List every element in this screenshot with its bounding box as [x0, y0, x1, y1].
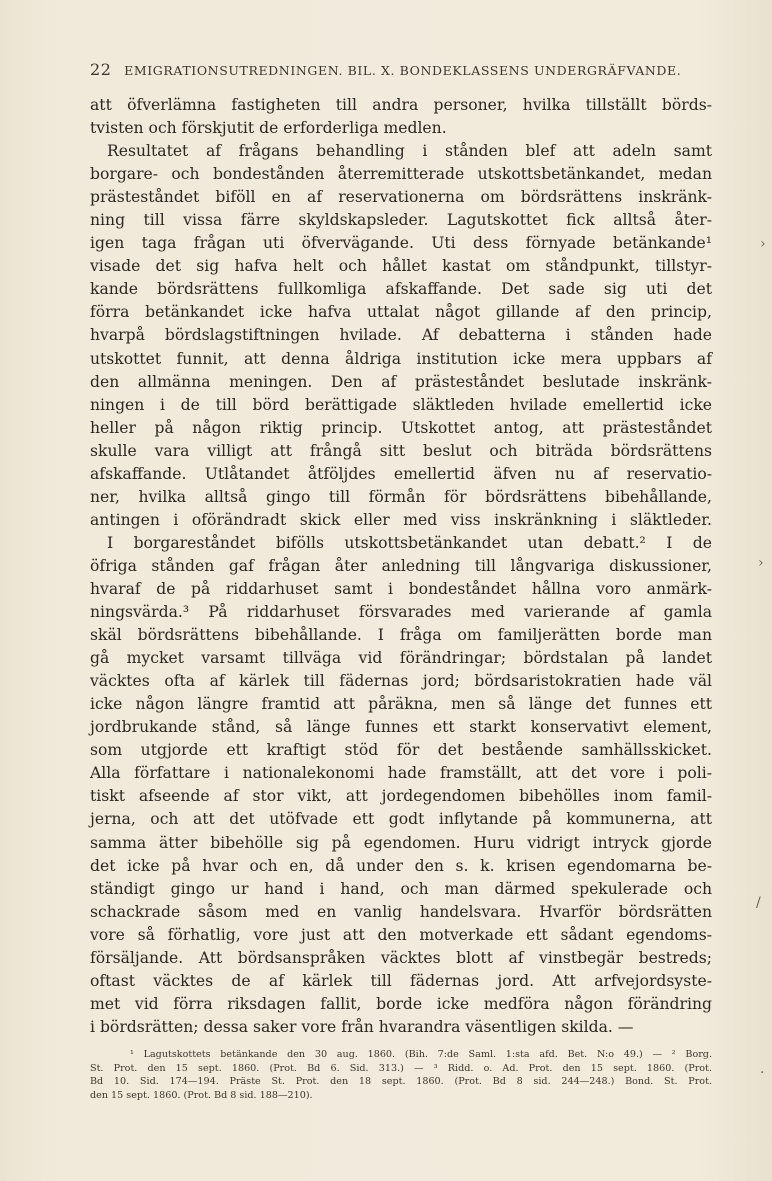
- text-line: oftast väcktes de af kärlek till fädernas jord. Att arfvejordsyste-: [90, 971, 712, 990]
- text-line: ner, hvilka alltså gingo till förmån för bördsrättens bibehållande,: [90, 487, 712, 506]
- text-line: igen taga frågan uti öfvervägande. Uti dess förnyade betänkande¹: [90, 234, 712, 253]
- running-header: [90, 60, 730, 79]
- text-line: väcktes ofta af kärlek till fädernas jord; bördsaristokratien hade väl: [90, 672, 712, 691]
- text-line: den allmänna meningen. Den af prästeståndet beslutade inskränk-: [90, 372, 712, 391]
- text-line: borgare- och bondestånden återremitterade utskottsbetänkandet, medan: [90, 165, 712, 184]
- text-line: att öfverlämna fastigheten till andra personer, hvilka tillställt börds-: [90, 96, 712, 114]
- footnotes: [90, 1048, 712, 1102]
- text-line: ningsvärda.³ På riddarhuset försvarades med varierande af gamla: [90, 603, 712, 622]
- footnote-line: St. Prot. den 15 sept. 1860. (Prot. Bd 6. Sid. 313.) — ³ Ridd. o. Ad. Prot. den 15 sept. 1860. (Prot.: [90, 1062, 712, 1074]
- text-line: det icke på hvar och en, då under den s. k. krisen egendomarna be-: [90, 856, 712, 875]
- text-line: hvarpå bördslagstiftningen hvilade. Af debatterna i stånden hade: [90, 326, 712, 345]
- text-line: hvaraf de på riddarhuset samt i bondeståndet hållna voro anmärk-: [90, 579, 712, 598]
- body-text: [90, 94, 712, 1039]
- text-line: afskaffande. Utlåtandet åtföljdes emellertid äfven nu af reservatio-: [90, 464, 712, 483]
- running-title: EMIGRATIONSUTREDNINGEN. BIL. X. BONDEKLASSENS UNDERGRÄFVANDE.: [124, 63, 682, 78]
- text-line: prästeståndet biföll en af reservationerna om bördsrättens inskränk-: [90, 188, 712, 207]
- text-line: visade det sig hafva helt och hållet kastat om ståndpunkt, tillstyr-: [90, 257, 712, 276]
- margin-mark-icon: /: [756, 895, 761, 911]
- text-line: Resultatet af frågans behandling i stånden blef att adeln samt: [107, 142, 712, 161]
- text-line: ständigt gingo ur hand i hand, och man därmed spekulerade och: [90, 879, 712, 898]
- text-line: ningen i de till börd berättigade släktleden hvilade emellertid icke: [90, 395, 712, 414]
- text-line: tvisten och förskjutit de erforderliga medlen.: [90, 119, 447, 138]
- footnote-line: Bd 10. Sid. 174—194. Präste St. Prot. den 18 sept. 1860. (Prot. Bd 8 sid. 244—248.) Bond. St. Prot.: [90, 1076, 712, 1087]
- text-line: försäljande. Att bördsanspråken väcktes blott af vinstbegär bestreds;: [90, 948, 712, 967]
- text-line: schackrade såsom med en vanlig handelsvara. Hvarför bördsrätten: [90, 902, 712, 921]
- text-line: jerna, och att det utöfvade ett godt inflytande på kommunerna, att: [90, 810, 712, 829]
- text-line: kande bördsrättens fullkomliga afskaffande. Det sade sig uti det: [90, 280, 712, 299]
- text-line: heller på någon riktig princip. Utskottet antog, att prästeståndet: [90, 418, 712, 437]
- text-line: förra betänkandet icke hafva uttalat något gillande af den princip,: [90, 303, 712, 322]
- text-line: icke någon längre framtid att påräkna, men så länge det funnes ett: [90, 695, 712, 714]
- footnote-line: ¹ Lagutskottets betänkande den 30 aug. 1860. (Bih. 7:de Saml. 1:sta afd. Bet. N:o 49.) — ² Borg.: [130, 1049, 712, 1060]
- text-line: samma ätter bibehölle sig på egendomen. Huru vidrigt intryck gjorde: [90, 833, 712, 852]
- text-line: I borgareståndet bifölls utskottsbetänkandet utan debatt.² I de: [107, 533, 712, 552]
- text-line: öfriga stånden gaf frågan åter anledning till långvariga diskussioner,: [90, 556, 712, 575]
- text-line: ning till vissa färre skyldskapsleder. Lagutskottet fick alltså åter-: [90, 211, 712, 230]
- text-line: gå mycket varsamt tillväga vid förändringar; bördstalan på landet: [90, 649, 712, 668]
- text-line: skäl bördsrättens bibehållande. I fråga om familjerätten borde man: [90, 626, 712, 645]
- text-line: utskottet funnit, att denna åldriga institution icke mera uppbars af: [90, 349, 712, 368]
- text-line: som utgjorde ett kraftigt stöd för det bestående samhällsskicket.: [90, 741, 712, 760]
- margin-mark-icon: ·: [760, 1065, 765, 1081]
- text-line: met vid förra riksdagen fallit, borde icke medföra någon förändring: [90, 994, 712, 1013]
- text-line: jordbrukande stånd, så länge funnes ett starkt konservativt element,: [90, 718, 712, 737]
- margin-mark-icon: ›: [758, 555, 764, 571]
- text-line: skulle vara villigt att frångå sitt beslut och biträda bördsrättens: [90, 441, 712, 460]
- text-line: Alla författare i nationalekonomi hade framställt, att det vore i poli-: [90, 764, 712, 783]
- margin-mark-icon: ›: [760, 236, 766, 252]
- text-line: antingen i oförändradt skick eller med viss inskränkning i släktleder.: [90, 510, 712, 529]
- text-line: vore så förhatlig, vore just att den motverkade ett sådant egendoms-: [90, 925, 712, 944]
- page-number: 22: [90, 60, 112, 79]
- footnote-line: den 15 sept. 1860. (Prot. Bd 8 sid. 188—210).: [90, 1089, 313, 1101]
- text-line: tiskt afseende af stor vikt, att jordegendomen bibehölles inom famil-: [90, 787, 712, 806]
- text-line: i bördsrätten; dessa saker vore från hvarandra väsentligen skilda. —: [90, 1017, 634, 1036]
